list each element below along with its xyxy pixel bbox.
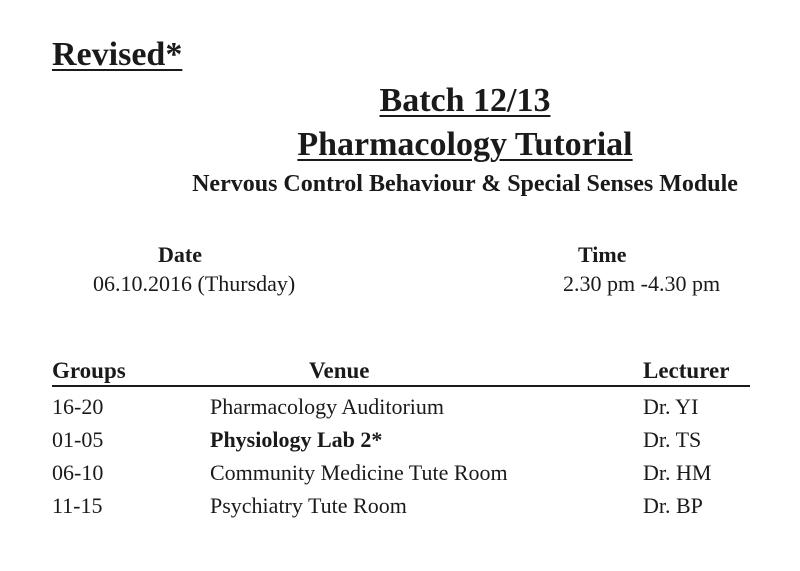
revised-heading: Revised* (52, 36, 183, 73)
table-row-venue: Physiology Lab 2* (210, 427, 383, 452)
tutorial-title: Pharmacology Tutorial (297, 126, 633, 163)
table-row-groups: 06-10 (52, 460, 104, 485)
batch-title: Batch 12/13 (379, 82, 551, 119)
module-subtitle: Nervous Control Behaviour & Special Senses Module (192, 171, 738, 197)
table-row-venue: Psychiatry Tute Room (210, 493, 407, 518)
column-header-venue: Venue (309, 358, 370, 383)
table-row-lecturer: Dr. HM (643, 460, 712, 485)
table-row-lecturer: Dr. YI (643, 394, 699, 419)
header-divider (52, 385, 750, 387)
time-value: 2.30 pm -4.30 pm (563, 271, 721, 296)
column-header-groups: Groups (52, 358, 126, 383)
time-label: Time (578, 242, 627, 267)
table-row-groups: 16-20 (52, 394, 104, 419)
column-header-lecturer: Lecturer (643, 358, 730, 383)
table-row-groups: 11-15 (52, 493, 103, 518)
table-row-lecturer: Dr. BP (643, 493, 703, 518)
table-row-groups: 01-05 (52, 427, 104, 452)
table-row-venue: Community Medicine Tute Room (210, 460, 508, 485)
table-row-venue: Pharmacology Auditorium (210, 394, 445, 419)
table-row-lecturer: Dr. TS (643, 427, 702, 452)
date-value: 06.10.2016 (Thursday) (93, 271, 296, 296)
date-label: Date (158, 242, 202, 267)
